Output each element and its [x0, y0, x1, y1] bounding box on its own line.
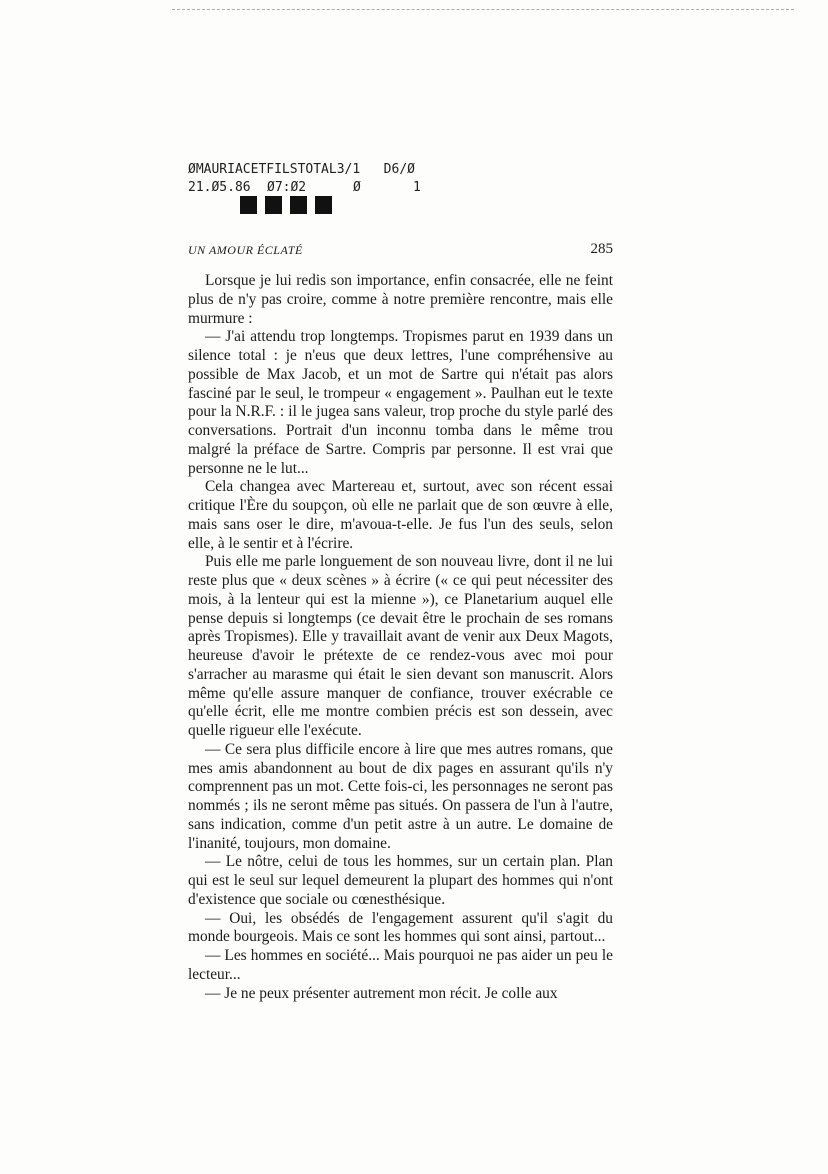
code-time: Ø7:Ø2	[267, 180, 307, 195]
paragraph: — Le nôtre, celui de tous les hommes, sur un certain plan. Plan qui est le seul sur lequel demeurent la plupart des hommes qui n'ont d'existence que sociale ou cœnesthésique.	[188, 853, 613, 908]
typesetting-code-line-1: ØMAURIACETFILSTOTAL3/1 D6/Ø	[188, 162, 415, 177]
paragraph: Puis elle me parle longuement de son nouveau livre, dont il ne lui reste plus que « deux scènes » à écrire (« ce qui peut nécessiter des mois, à la lenteur qui est la mienne »), ce Planetarium auquel elle pense depuis si longtemps (ce devait être le prochain de ses romans après Tropismes). Elle y travaillait avant de venir aux Deux Magots, heureuse d'avoir le prétexte de ce rendez-vous avec moi pour s'arracher au marasme qui était le sien devant son manuscrit. Alors même qu'elle assure manquer de confiance, trouver exécrable ce qu'elle écrit, elle me montre combien précis est son dessein, avec quelle rigueur elle l'exécute.	[188, 553, 613, 739]
registration-block	[315, 196, 332, 214]
paragraph: — Les hommes en société... Mais pourquoi ne pas aider un peu le lecteur...	[188, 947, 613, 983]
paragraph: — Ce sera plus difficile encore à lire que mes autres romans, que mes amis abandonnent au bout de dix pages en assurant qu'ils n'y comprennent pas un mot. Cette fois-ci, les personnages ne seront pas nommés ; ils ne seront même pas situés. On passera de l'un à l'autre, sans indication, comme d'un petit astre à un autre. Le domaine de l'inanité, toujours, mon domaine.	[188, 740, 613, 852]
paragraph: — Oui, les obsédés de l'engagement assurent qu'il s'agit du monde bourgeois. Mais ce sont les hommes qui sont ainsi, partout...	[188, 909, 613, 946]
code-number-1: Ø	[353, 180, 361, 195]
registration-block	[290, 196, 307, 214]
registration-block	[265, 196, 282, 214]
code-number-2: 1	[413, 180, 421, 195]
paragraph: Lorsque je lui redis son importance, enfin consacrée, elle ne feint plus de n'y pas croire, comme à notre première rencontre, mais elle murmure :	[188, 272, 613, 327]
paragraph: Cela changea avec Martereau et, surtout, avec son récent essai critique l'Ère du soupçon, où elle ne parlait que de son œuvre à elle, mais sans oser le dire, m'avoua-t-elle. Je fus l'un des seuls, selon elle, à le sentir et à l'écrire.	[188, 478, 613, 552]
running-title: UN AMOUR ÉCLATÉ	[188, 243, 303, 257]
page-number: 285	[590, 241, 613, 257]
body-text	[188, 272, 613, 1003]
registration-block	[240, 196, 257, 214]
code-date: 21.Ø5.86	[188, 180, 251, 195]
paragraph: — J'ai attendu trop longtemps. Tropismes parut en 1939 dans un silence total : je n'eus que deux lettres, l'une compréhensive au possible de Max Jacob, et un mot de Sartre qui n'était pas alors fasciné par le seul, le trompeur « engagement ». Paulhan eut le texte pour la N.R.F. : il le jugea sans valeur, trop proche du style parlé des conversations. Portrait d'un inconnu tomba dans le même trou malgré la préface de Sartre. Compris par personne. Il est vrai que personne ne le lut...	[188, 328, 613, 477]
running-head	[188, 241, 613, 259]
scan-top-rule	[172, 9, 794, 10]
paragraph: — Je ne peux présenter autrement mon récit. Je colle aux	[205, 984, 558, 1002]
